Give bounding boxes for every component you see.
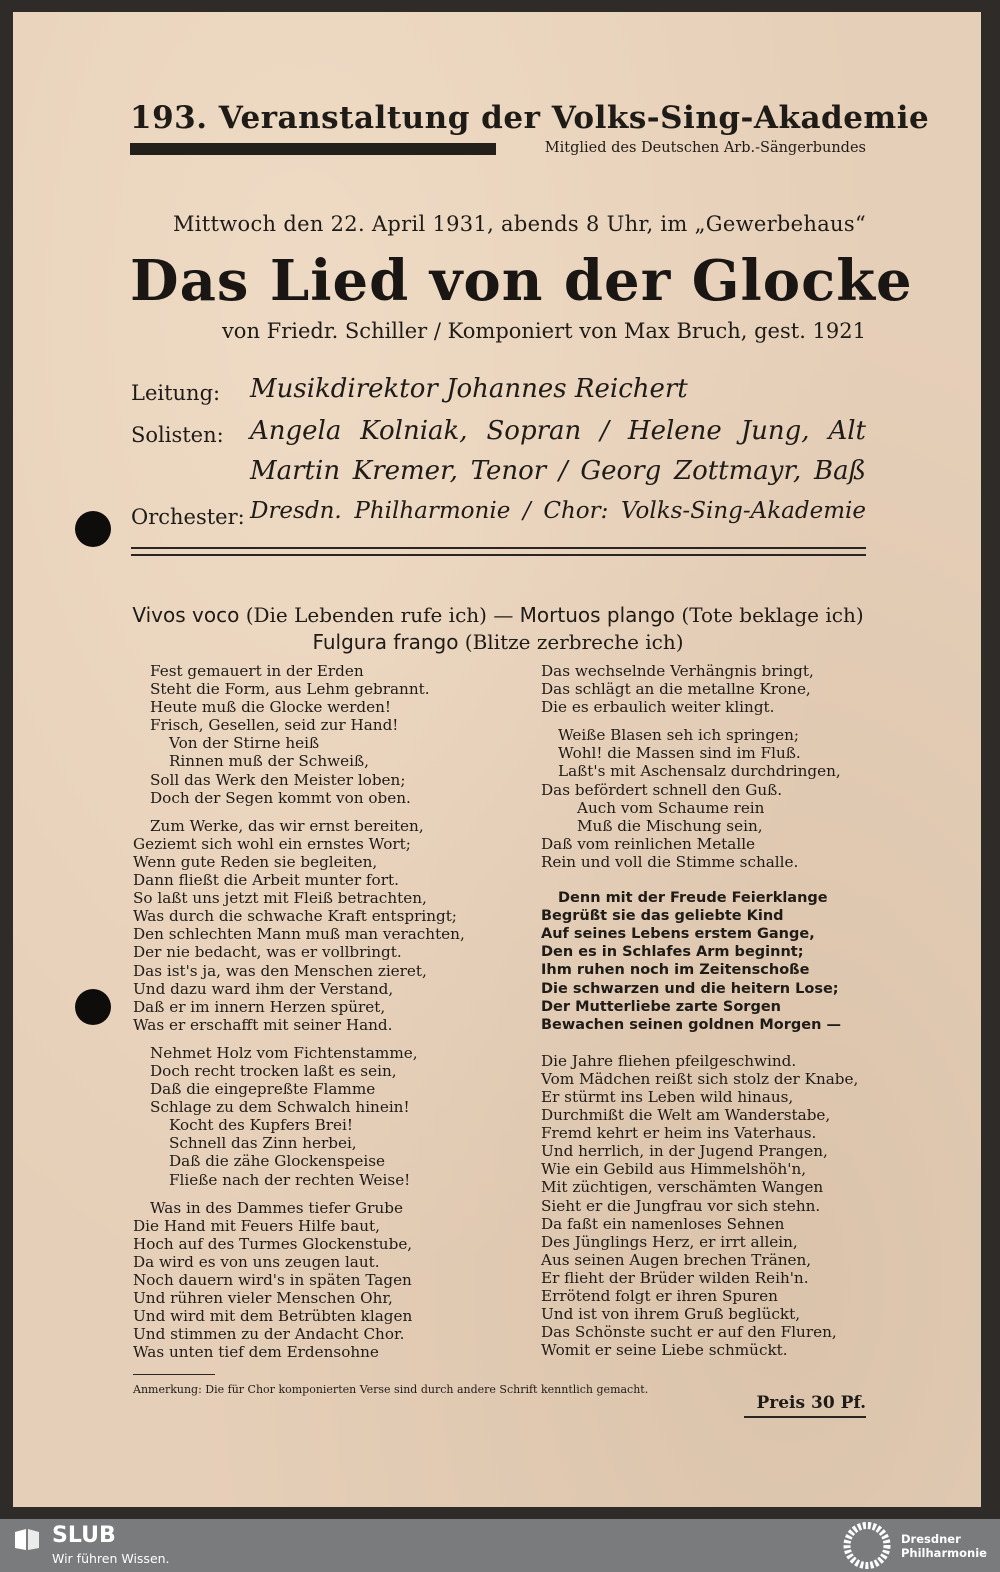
poem-line: Daß die eingepreßte Flamme xyxy=(150,1080,376,1099)
poem-line: Kocht des Kupfers Brei! xyxy=(169,1116,354,1135)
poem-line: Fest gemauert in der Erden xyxy=(150,662,364,680)
poem-line: Da faßt ein namenloses Sehnen xyxy=(541,1214,785,1233)
poem-line: So laßt uns jetzt mit Fleiß betrachten, xyxy=(133,889,427,908)
date-venue-line: Mittwoch den 22. April 1931, abends 8 Uhr, im „Gewerbehaus“ xyxy=(172,212,866,236)
motto-line-2 xyxy=(130,630,866,654)
poem-line: Da wird es von uns zeugen laut. xyxy=(133,1252,380,1271)
poem-line: Das Schönste sucht er auf den Fluren, xyxy=(541,1323,837,1342)
stanza-gap xyxy=(541,1034,871,1052)
poem-line: Doch recht trocken laßt es sein, xyxy=(150,1061,397,1080)
poem-line: Den es in Schlafes Arm beginnt; xyxy=(541,944,804,961)
poem-line: Schlage zu dem Schwalch hinein! xyxy=(150,1098,410,1117)
poem-line: Steht die Form, aus Lehm gebrannt. xyxy=(150,680,430,699)
poem-line: Denn mit der Freude Feierklange xyxy=(558,890,828,907)
partner-line-2: Philharmonie xyxy=(901,1546,987,1560)
poem-line: Die schwarzen und die heitern Lose; xyxy=(541,980,839,997)
poem-line: Das wechselnde Verhängnis bringt, xyxy=(541,662,814,680)
poem-line: Die Jahre fliehen pfeilgeschwind. xyxy=(541,1051,797,1070)
poem-line: Doch der Segen kommt von oben. xyxy=(150,788,411,807)
poem-line: Das befördert schnell den Guß. xyxy=(541,780,783,799)
poem-line: Noch dauern wird's in späten Tagen xyxy=(133,1271,412,1289)
poem-line: Den schlechten Mann muß man verachten, xyxy=(133,925,465,944)
solisten-label: Solisten: xyxy=(131,423,224,447)
footer-bar xyxy=(0,1519,1000,1572)
leitung-value: Musikdirektor Johannes Reichert xyxy=(250,374,688,404)
stanza-gap xyxy=(133,1034,463,1044)
poem-line: Des Jünglings Herz, er irrt allein, xyxy=(541,1232,798,1251)
poem-line: Auf seines Lebens erstem Gange, xyxy=(541,926,815,943)
stanza-gap xyxy=(541,716,871,726)
poem-line: Weiße Blasen seh ich springen; xyxy=(558,726,800,745)
poem-line: Sieht er die Jungfrau vor sich stehn. xyxy=(541,1196,821,1215)
poem-line: Das ist's ja, was den Menschen zieret, xyxy=(133,961,427,980)
poem-line: Aus seinen Augen brechen Tränen, xyxy=(541,1250,812,1269)
poem-line: Schnell das Zinn herbei, xyxy=(169,1134,357,1153)
poem-line: Der Mutterliebe zarte Sorgen xyxy=(541,998,781,1015)
poem-line: Und dazu ward ihm der Verstand, xyxy=(133,979,394,998)
footnote: Anmerkung: Die für Chor komponierten Verse sind durch andere Schrift kenntlich gemacht. xyxy=(133,1383,649,1396)
orchester-value: Dresdn. Philharmonie / Chor: Volks-Sing-Akademie xyxy=(250,498,866,524)
poem-line: Vom Mädchen reißt sich stolz der Knabe, xyxy=(541,1069,859,1088)
poem-line: Rein und voll die Stimme schalle. xyxy=(541,852,799,871)
poem-line: Was er erschafft mit seiner Hand. xyxy=(133,1015,393,1034)
solisten-line-2: Martin Kremer, Tenor / Georg Zottmayr, Baß xyxy=(250,456,866,486)
poem-line: Begrüßt sie das geliebte Kind xyxy=(541,908,784,925)
price: Preis 30 Pf. xyxy=(756,1393,866,1413)
poem-line: Geziemt sich wohl ein ernstes Wort; xyxy=(133,834,411,853)
poem-line: Auch vom Schaume rein xyxy=(577,798,765,817)
poem-line: Das schlägt an die metallne Krone, xyxy=(541,680,811,699)
punch-hole xyxy=(75,511,111,547)
event-heading: 193. Veranstaltung der Volks-Sing-Akademie xyxy=(130,100,930,136)
slub-tagline: Wir führen Wissen. xyxy=(52,1551,170,1566)
poem-line: Frisch, Gesellen, seid zur Hand! xyxy=(150,716,399,735)
motto-latin-1: Vivos voco xyxy=(132,603,240,627)
poem-line: Er stürmt ins Leben wild hinaus, xyxy=(541,1087,794,1106)
motto-german-1: (Die Lebenden rufe ich) xyxy=(245,603,487,627)
poem-line: Rinnen muß der Schweiß, xyxy=(169,752,369,771)
poem-line: Was in des Dammes tiefer Grube xyxy=(150,1198,403,1217)
poem-line: Er flieht der Brüder wilden Reih'n. xyxy=(541,1268,809,1287)
motto-german-3: (Blitze zerbreche ich) xyxy=(464,630,684,654)
poem-line: Und rühren vieler Menschen Ohr, xyxy=(133,1289,393,1308)
dresdner-philharmonie-logo-icon xyxy=(840,1519,894,1572)
motto-line-1 xyxy=(130,603,866,627)
double-rule-bottom xyxy=(131,554,866,556)
poem-line: Die es erbaulich weiter klingt. xyxy=(541,698,775,717)
poem-line: Und herrlich, in der Jugend Prangen, xyxy=(541,1142,828,1161)
slub-name[interactable]: SLUB xyxy=(52,1523,116,1548)
poem-line: Wie ein Gebild aus Himmelshöh'n, xyxy=(541,1160,807,1179)
partner-line-1: Dresdner xyxy=(901,1532,961,1546)
poem-line: Dann fließt die Arbeit munter fort. xyxy=(133,871,399,890)
stanza-gap xyxy=(133,1189,463,1199)
partner-name[interactable] xyxy=(901,1532,987,1560)
poem-line: Errötend folgt er ihren Spuren xyxy=(541,1287,778,1305)
poem-line: Von der Stirne heiß xyxy=(169,734,320,753)
poem-line: Mit züchtigen, verschämten Wangen xyxy=(541,1178,824,1197)
motto-latin-3: Fulgura frango xyxy=(312,630,459,654)
poem-left-column xyxy=(133,662,463,1361)
poem-line: Wenn gute Reden sie begleiten, xyxy=(133,852,378,871)
poem-line: Laßt's mit Aschensalz durchdringen, xyxy=(558,762,841,781)
poem-line: Was unten tief dem Erdensohne xyxy=(133,1343,379,1362)
poem-line: Womit er seine Liebe schmückt. xyxy=(541,1341,788,1360)
poem-line: Zum Werke, das wir ernst bereiten, xyxy=(150,816,424,835)
punch-hole xyxy=(75,989,111,1025)
poem-line: Und stimmen zu der Andacht Chor. xyxy=(133,1325,405,1344)
poem-line: Daß er im innern Herzen spüret, xyxy=(133,997,386,1016)
solisten-line-1: Angela Kolniak, Sopran / Helene Jung, Alt xyxy=(250,416,866,446)
stanza-gap xyxy=(541,871,871,889)
poem-right-column xyxy=(541,662,871,1359)
stanza-gap xyxy=(133,807,463,817)
poem-line: Und wird mit dem Betrübten klagen xyxy=(133,1307,413,1326)
poem-line: Ihm ruhen noch im Zeitenschoße xyxy=(541,962,810,979)
poem-line: Hoch auf des Turmes Glockenstube, xyxy=(133,1234,413,1253)
poem-line: Daß vom reinlichen Metalle xyxy=(541,834,756,853)
poem-line: Daß die zähe Glockenspeise xyxy=(169,1152,386,1171)
poem-line: Fremd kehrt er heim ins Vaterhaus. xyxy=(541,1124,817,1143)
heading-bar xyxy=(130,143,496,155)
motto-german-2: (Tote beklage ich) xyxy=(681,603,864,627)
slub-book-icon xyxy=(14,1528,40,1552)
poem-line: Durchmißt die Welt am Wanderstabe, xyxy=(541,1106,831,1125)
motto-latin-2: Mortuos plango xyxy=(519,603,676,627)
price-underline xyxy=(744,1416,866,1418)
poem-line: Soll das Werk den Meister loben; xyxy=(150,770,406,789)
poem-line: Der nie bedacht, was er vollbringt. xyxy=(133,943,402,962)
poem-line: Bewachen seinen goldnen Morgen — xyxy=(541,1016,841,1033)
poem-line: Wohl! die Massen sind im Fluß. xyxy=(558,744,801,763)
motto-dash: — xyxy=(493,603,514,627)
orchester-label: Orchester: xyxy=(131,505,245,529)
poem-line: Muß die Mischung sein, xyxy=(577,816,763,835)
poem-line: Fließe nach der rechten Weise! xyxy=(169,1170,411,1189)
leitung-label: Leitung: xyxy=(131,381,221,405)
poem-line: Nehmet Holz vom Fichtenstamme, xyxy=(150,1043,418,1062)
membership-line: Mitglied des Deutschen Arb.-Sängerbundes xyxy=(544,140,866,156)
page-title: Das Lied von der Glocke xyxy=(130,248,913,314)
poem-line: Und ist von ihrem Gruß beglückt, xyxy=(541,1305,801,1324)
footnote-rule xyxy=(133,1374,215,1375)
poem-line: Die Hand mit Feuers Hilfe baut, xyxy=(133,1216,380,1235)
poem-line: Heute muß die Glocke werden! xyxy=(150,698,391,717)
poem-line: Was durch die schwache Kraft entspringt; xyxy=(133,907,457,926)
composer-line: von Friedr. Schiller / Komponiert von Max Bruch, gest. 1921 xyxy=(221,319,866,343)
double-rule-top xyxy=(131,547,866,549)
